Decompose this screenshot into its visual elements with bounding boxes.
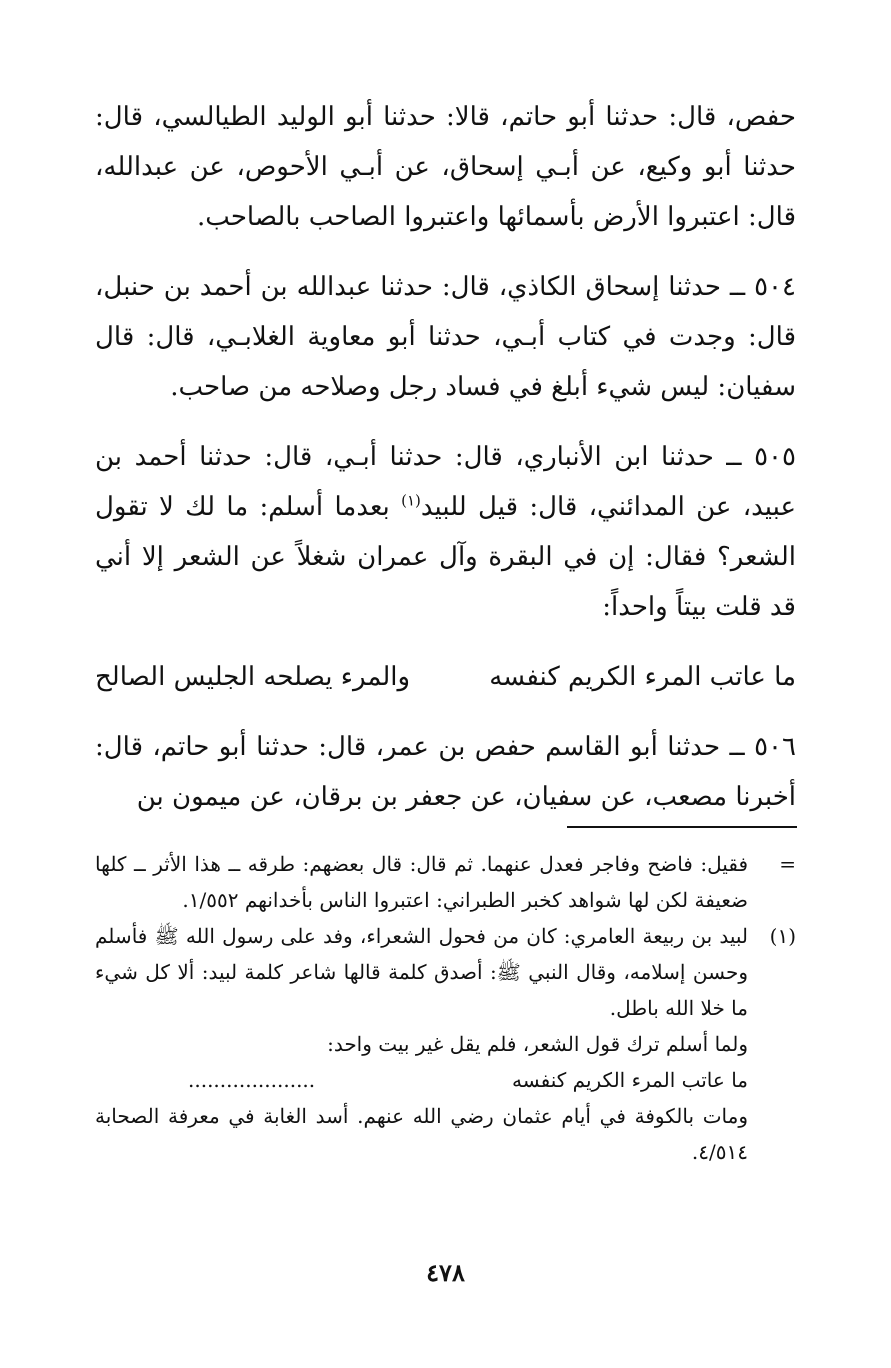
main-text xyxy=(95,92,796,842)
footnote-1 xyxy=(95,918,796,1170)
footnote-continued xyxy=(95,846,796,918)
paragraph-continuation: حفص، قال: حدثنا أبو حاتم، قالا: حدثنا أبو الوليد الطيالسي، قال: حدثنا أبو وكيع، عن أبـي إسحاق، عن أبـي الأحوص، عن عبدالله، قال: اعتبروا الأرض بأسمائها واعتبروا الصاحب بالصاحب. xyxy=(95,102,796,232)
page-number: ٤٧٨ xyxy=(426,1258,465,1287)
paragraph-504: ٥٠٤ ــ حدثنا إسحاق الكاذي، قال: حدثنا عبدالله بن أحمد بن حنبل، قال: وجدت في كتاب أبـي، حدثنا أبو معاوية الغلابـي، قال: قال سفيان: ليس شيء أبلغ في فساد رجل وصلاحه من صاحب. xyxy=(95,272,796,402)
footnote-1-verse xyxy=(188,1062,748,1098)
footnote-1-line4: ومات بالكوفة في أيام عثمان رضي الله عنهم. أسد الغابة في معرفة الصحابة ٤/٥١٤. xyxy=(95,1104,748,1164)
verse-first-hemistich: ما عاتب المرء الكريم كنفسه xyxy=(489,662,796,692)
paragraph-505-part2: بعدما أسلم: ما لك لا تقول الشعر؟ فقال: إن في البقرة وآل عمران شغلاً عن الشعر إلا أني قد قلت بيتاً واحداً: xyxy=(95,492,796,622)
verse-second-hemistich: والمرء يصلحه الجليس الصالح xyxy=(95,662,411,692)
footnote-1-line2: ولما أسلم ترك قول الشعر، فلم يقل غير بيت واحد: xyxy=(327,1032,748,1056)
footnote-1-mark: (١) xyxy=(769,924,796,948)
poetry-verse xyxy=(95,652,796,702)
paragraph-505-part1: ٥٠٥ ــ حدثنا ابن الأنباري، قال: حدثنا أبـي، قال: حدثنا أحمد بن عبيد، عن المدائني، قال: قيل للبيد xyxy=(95,442,797,522)
paragraph-505 xyxy=(95,432,796,632)
footnote-1-verse-dots: .................... xyxy=(188,1068,316,1092)
paragraph-506: ٥٠٦ ــ حدثنا أبو القاسم حفص بن عمر، قال: حدثنا أبو حاتم، قال: أخبرنا مصعب، عن سفيان، عن جعفر بن برقان، عن ميمون بن xyxy=(95,732,796,812)
footnotes xyxy=(95,846,796,1170)
footnote-continued-text: فقيل: فاضح وفاجر فعدل عنهما. ثم قال: قال بعضهم: طرقه ــ هذا الأثر ــ كلها ضعيفة لكن لها شواهد كخبر الطبراني: اعتبروا الناس بأخدانهم ١/٥٥٢. xyxy=(95,852,748,912)
continuation-mark: = xyxy=(779,852,796,876)
footnote-1-text: لبيد بن ربيعة العامري: كان من فحول الشعراء، وفد على رسول الله ﷺ فأسلم وحسن إسلامه، وقال النبي ﷺ: أصدق كلمة قالها شاعر كلمة لبيد: ألا كل شيء ما خلا الله باطل. xyxy=(95,924,748,1020)
footnote-reference-1[interactable]: (١) xyxy=(401,491,421,510)
footnote-separator xyxy=(567,826,797,828)
footnote-1-verse-first: ما عاتب المرء الكريم كنفسه xyxy=(512,1068,748,1092)
